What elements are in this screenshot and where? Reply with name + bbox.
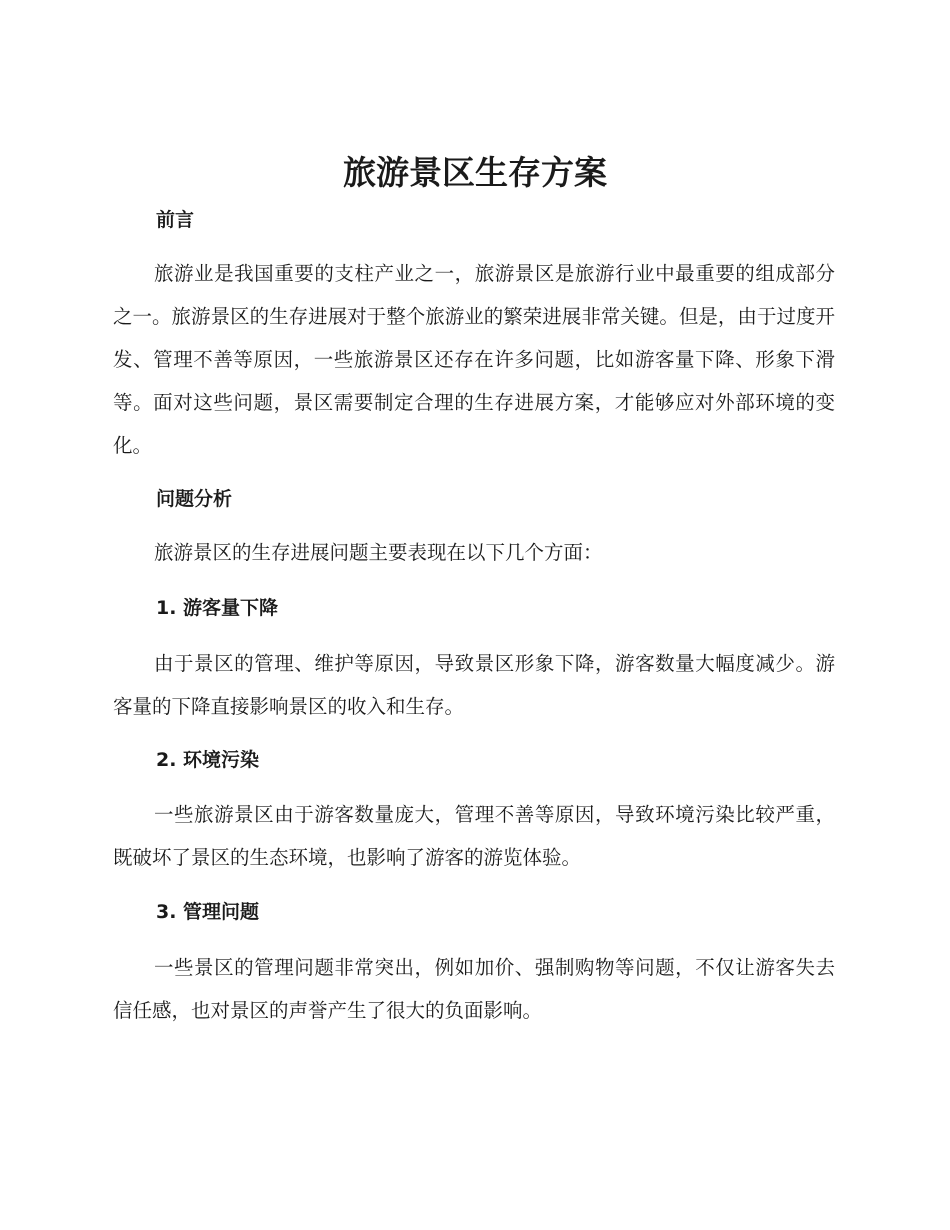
section-paragraph-management-issues: 一些景区的管理问题非常突出，例如加价、强制购物等问题，不仅让游客失去信任感，也对景区的声誉产生了很大的负面影响。 <box>113 956 835 1022</box>
section-heading-environment-pollution: 2. 环境污染 <box>156 749 260 771</box>
section-paragraph-visitor-decline: 由于景区的管理、维护等原因，导致景区形象下降，游客数量大幅度减少。游客量的下降直接影响景区的收入和生存。 <box>113 652 835 718</box>
section-paragraph-environment-pollution: 一些旅游景区由于游客数量庞大，管理不善等原因，导致环境污染比较严重，既破坏了景区的生态环境，也影响了游客的游览体验。 <box>113 803 835 869</box>
section-paragraph-problem-analysis: 旅游景区的生存进展问题主要表现在以下几个方面： <box>153 541 603 564</box>
section-heading-visitor-decline: 1. 游客量下降 <box>156 597 279 619</box>
section-heading-preface: 前言 <box>156 209 195 231</box>
section-heading-problem-analysis: 问题分析 <box>156 488 233 510</box>
document-title: 旅游景区生存方案 <box>343 153 607 192</box>
section-heading-management-issues: 3. 管理问题 <box>156 901 260 923</box>
section-paragraph-preface: 旅游业是我国重要的支柱产业之一，旅游景区是旅游行业中最重要的组成部分之一。旅游景区的生存进展对于整个旅游业的繁荣进展非常关键。但是，由于过度开发、管理不善等原因，一些旅游景区还存在许多问题，比如游客量下降、形象下滑等。面对这些问题，景区需要制定合理的生存进展方案，才能够应对外部环境的变化。 <box>113 262 835 457</box>
